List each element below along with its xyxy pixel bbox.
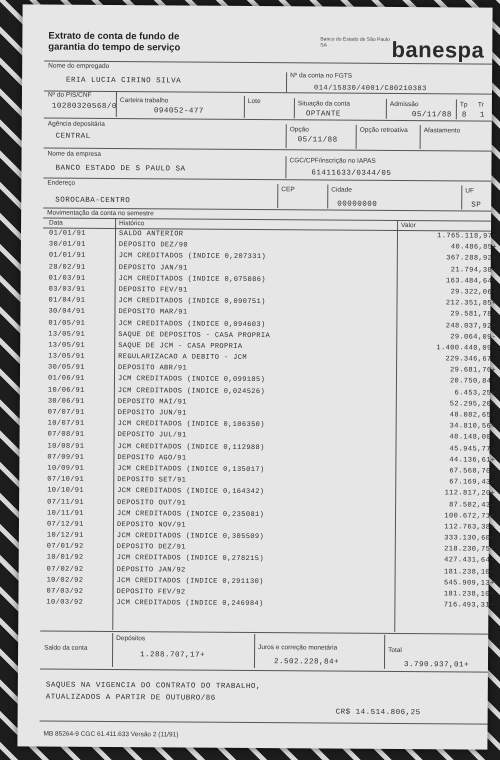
- address-label: Endereço: [47, 179, 76, 187]
- banespa-logo: banespa: [391, 36, 485, 63]
- divider: [384, 635, 385, 669]
- row-history: DEPOSITO JUL/91: [117, 431, 187, 440]
- row-history: DEPOSITO FEV/91: [118, 285, 188, 295]
- title-line-1: Extrato de conta de fundo de: [48, 30, 180, 43]
- row-date: 03/03/91: [48, 285, 86, 294]
- total-label: Total: [388, 646, 402, 655]
- row-history: JCM CREDITADOS (INDICE 0,099105): [117, 375, 266, 385]
- row-date: 01/05/91: [48, 319, 86, 328]
- row-history: DEPOSITO DEZ/91: [116, 543, 186, 552]
- row-date: 10/07/91: [47, 419, 85, 428]
- row-date: 01/06/91: [47, 374, 85, 384]
- divider: [420, 125, 421, 149]
- lote-label: Lote: [247, 97, 261, 106]
- divider: [244, 96, 245, 118]
- row-history: JCM CREDITADOS (INDICE 0,135017): [117, 464, 265, 475]
- row-date: 01/04/91: [48, 296, 86, 305]
- row-value: 6.453,25+: [454, 389, 496, 398]
- row-date: 10/08/91: [47, 442, 85, 451]
- fgts-statement-document: [17, 4, 498, 749]
- row-date: 10/12/91: [46, 531, 84, 540]
- row-date: 07/01/92: [46, 542, 84, 552]
- divider: [456, 99, 457, 119]
- row-history: JCM CREDITADOS (INDICE 0,075086): [118, 274, 266, 284]
- row-history: DEPOSITO ABR/91: [118, 364, 188, 373]
- divider: [44, 148, 492, 152]
- row-history: JCM CREDITADOS (INDICE 0,094603): [118, 319, 266, 329]
- row-date: 07/07/91: [47, 408, 85, 417]
- employee-name: ERIA LUCIA CIRINO SILVA: [66, 76, 182, 86]
- row-value: 1.400.440,09-: [436, 344, 497, 353]
- row-date: 07/02/92: [46, 565, 84, 574]
- row-value: 67.169,43+: [449, 478, 496, 487]
- row-value: 21.794,38+: [450, 265, 497, 275]
- retroactive-label: Opção retroativa: [359, 126, 408, 135]
- option-date: 05/11/88: [297, 136, 338, 145]
- deposits-label: Depósitos: [116, 635, 146, 643]
- row-date: 10/06/91: [47, 386, 85, 395]
- uf-label: UF: [465, 187, 474, 195]
- option-date-label: Opção: [289, 126, 309, 134]
- row-date: 07/09/91: [47, 453, 85, 462]
- row-value: 100.672,71+: [444, 512, 496, 521]
- row-date: 13/05/91: [48, 341, 86, 350]
- admission-date: 05/11/88: [411, 111, 452, 120]
- row-date: 30/06/91: [47, 397, 85, 406]
- divider: [294, 98, 295, 118]
- account-label: Nº da conta no FGTS: [290, 72, 353, 80]
- row-value: 333.130,60+: [444, 534, 495, 543]
- row-value: 112.817,20+: [444, 489, 496, 498]
- row-history: DEPOSITO JAN/91: [118, 263, 188, 273]
- divider: [286, 72, 287, 92]
- employee-name-label: Nome do empregado: [48, 62, 110, 70]
- row-value: 427.431,64+: [444, 556, 495, 566]
- divider: [116, 91, 117, 117]
- grand-total: 3.790.937,01+: [403, 661, 470, 670]
- row-value: 218.230,75+: [444, 545, 495, 554]
- address-value: SOROCABA-CENTRO: [55, 196, 131, 206]
- row-history: SAQUE DE DEPOSITOS - CASA PROPRIA: [118, 330, 271, 340]
- tr-label: Tr: [477, 101, 484, 109]
- divider: [286, 124, 287, 148]
- row-value: 34.810,56+: [449, 422, 496, 431]
- row-value: 20.750,84+: [449, 377, 496, 387]
- row-value: 1.765.118,97+: [437, 232, 498, 241]
- row-history: JCM CREDITADOS (INDICE 0,246984): [116, 599, 264, 609]
- leave-label: Afastamento: [423, 127, 461, 135]
- divider: [327, 185, 328, 209]
- row-date: 01/01/91: [48, 229, 86, 238]
- row-date: 01/03/91: [48, 274, 86, 283]
- interest-label: Juros e correção monetária: [258, 644, 338, 652]
- row-history: DEPOSITO AGO/91: [117, 453, 187, 463]
- company-label: Nome da empresa: [47, 150, 102, 158]
- movement-label: Movimentação da conta no semestre: [47, 209, 154, 218]
- row-date: 10/02/92: [46, 576, 84, 585]
- row-date: 13/05/91: [48, 330, 86, 339]
- row-history: DEPOSITO MAI/91: [117, 397, 187, 407]
- row-history: SAQUE DE JCM - CASA PROPRIA: [118, 341, 243, 351]
- bank-subtitle: Banco do Estado de São Paulo SA: [320, 36, 390, 49]
- divider: [43, 218, 491, 222]
- ctps-number: 094052-477: [153, 107, 204, 116]
- row-history: JCM CREDITADOS (INDICE 0,112988): [117, 442, 265, 452]
- row-date: 01/01/91: [48, 251, 86, 261]
- row-history: DEPOSITO DEZ/90: [118, 241, 188, 250]
- row-history: DEPOSITO FEV/92: [116, 588, 186, 597]
- row-value: 212.351,85+: [445, 299, 497, 308]
- col-date-header: Data: [49, 219, 63, 227]
- row-history: REGULARIZACAO A DEBITO - JCM: [118, 353, 247, 363]
- row-value: 181.238,10+: [444, 567, 495, 577]
- row-value: 40.486,85+: [450, 243, 497, 252]
- row-value: 29.681,76+: [450, 366, 497, 375]
- row-history: DEPOSITO JUN/91: [117, 409, 187, 418]
- row-value: 67.560,70+: [449, 467, 496, 476]
- admission-label: Admissão: [389, 100, 419, 109]
- deposits-total: 1.288.707,17+: [140, 651, 206, 660]
- divider: [40, 631, 488, 635]
- cep-label: CEP: [281, 186, 295, 194]
- row-date: 10/11/91: [47, 509, 84, 518]
- uf-value: SP: [471, 201, 482, 210]
- row-value: 716.493,31+: [443, 601, 495, 610]
- row-value: 29.581,78+: [450, 310, 497, 319]
- row-date: 30/04/91: [48, 307, 86, 317]
- agency-label: Agência depositária: [47, 120, 105, 128]
- row-date: 28/02/91: [48, 263, 86, 272]
- col-history-header: Histórico: [119, 220, 145, 228]
- pis-label: Nº do PIS/CNF: [47, 91, 92, 99]
- row-value: 545.909,13+: [443, 579, 495, 588]
- row-value: 48.082,65+: [449, 411, 496, 420]
- account-number: 014/15830/4001/C80210383: [313, 84, 427, 94]
- row-history: JCM CREDITADOS (INDICE 0,207331): [118, 252, 267, 262]
- row-date: 10/10/91: [47, 486, 85, 496]
- row-history: JCM CREDITADOS (INDICE 0,305509): [116, 532, 265, 542]
- row-history: JCM CREDITADOS (INDICE 0,164342): [117, 487, 265, 497]
- pis-number: 10280320568/0: [51, 102, 117, 112]
- divider: [254, 634, 255, 668]
- divider: [386, 99, 387, 119]
- row-history: SALDO ANTERIOR: [118, 230, 184, 239]
- row-value: 163.484,64+: [446, 277, 497, 286]
- row-value: 181.238,10+: [443, 590, 495, 599]
- situation-label: Situação da conta: [297, 100, 350, 108]
- cgc-label: CGC/CPF/inscrição no IAPAS: [289, 157, 376, 165]
- row-value: 112.763,38+: [444, 523, 495, 532]
- form-code: MB 85264-9 CGC 61.411.633 Versão 2 (11/91): [43, 730, 179, 739]
- divider: [43, 178, 491, 182]
- row-history: DEPOSITO JAN/92: [116, 565, 186, 575]
- row-date: 30/01/91: [48, 240, 86, 250]
- row-value: 248.037,92+: [445, 321, 497, 331]
- city-value: 00000000: [337, 200, 378, 209]
- row-value: 29.322,06+: [450, 288, 497, 297]
- row-value: 229.346,67-: [445, 355, 497, 364]
- col-value-header: Valor: [401, 222, 416, 230]
- row-history: DEPOSITO MAR/91: [118, 308, 188, 317]
- row-date: 10/09/91: [47, 464, 85, 473]
- row-history: JCM CREDITADOS (INDICE 0,278215): [116, 554, 264, 564]
- tr-value: 1: [479, 111, 485, 120]
- interest-total: 2.502.228,84+: [273, 658, 340, 667]
- row-value: 87.502,43+: [449, 500, 496, 510]
- row-history: JCM CREDITADOS (INDICE 0,235081): [117, 509, 265, 519]
- row-history: JCM CREDITADOS (INDICE 0,291130): [116, 576, 264, 586]
- row-value: 45.945,77+: [449, 444, 496, 454]
- row-value: 44.136,61+: [449, 456, 496, 465]
- ctps-label: Carteira trabalho: [119, 97, 169, 105]
- row-value: 29.064,09-: [450, 333, 497, 342]
- row-value: 48.148,00+: [449, 433, 496, 443]
- divider: [461, 185, 462, 209]
- row-history: DEPOSITO NOV/91: [116, 520, 187, 530]
- message-amount: CR$ 14.514.806,25: [335, 708, 421, 718]
- row-history: JCM CREDITADOS (INDICE 0,090751): [118, 297, 266, 307]
- row-date: 30/05/91: [48, 363, 85, 373]
- divider: [285, 156, 286, 178]
- city-label: Cidade: [331, 186, 352, 194]
- transactions-table: [44, 230, 499, 614]
- row-history: DEPOSITO SET/91: [117, 476, 187, 485]
- title-line-2: garantia do tempo de serviço: [48, 41, 181, 54]
- row-date: 10/03/92: [46, 598, 84, 607]
- divider: [40, 721, 488, 725]
- document-title: [48, 31, 180, 54]
- row-date: 07/12/91: [46, 520, 84, 529]
- row-date: 10/01/92: [46, 553, 84, 563]
- tp-value: 8: [461, 111, 467, 120]
- row-history: JCM CREDITADOS (INDICE 0,106350): [117, 420, 265, 430]
- row-value: 52.295,20+: [449, 400, 496, 409]
- row-date: 07/08/91: [47, 430, 85, 440]
- row-date: 07/11/91: [47, 498, 84, 507]
- company-name: BANCO ESTADO DE S PAULO SA: [55, 164, 186, 174]
- row-value: 367.288,92+: [446, 254, 497, 264]
- divider: [356, 125, 357, 149]
- row-date: 07/03/92: [46, 587, 84, 596]
- situation-value: OPTANTE: [305, 110, 341, 119]
- message-line-2: ATUALIZADOS A PARTIR DE OUTUBRO/86: [45, 693, 216, 703]
- cgc-number: 61411633/0344/05: [311, 169, 392, 178]
- agency-name: CENTRAL: [55, 132, 91, 141]
- row-history: JCM CREDITADOS (INDICE 0,024526): [117, 386, 266, 396]
- row-history: DEPOSITO OUT/91: [117, 498, 187, 508]
- balance-label: Saldo da conta: [44, 644, 88, 652]
- row-date: 13/05/91: [48, 352, 85, 361]
- row-date: 07/10/91: [47, 475, 85, 484]
- divider: [277, 184, 278, 208]
- divider: [112, 633, 113, 667]
- tp-label: Tp: [459, 101, 468, 109]
- message-line-1: SAQUES NA VIGENCIA DO CONTRATO DO TRABALHO,: [45, 681, 261, 692]
